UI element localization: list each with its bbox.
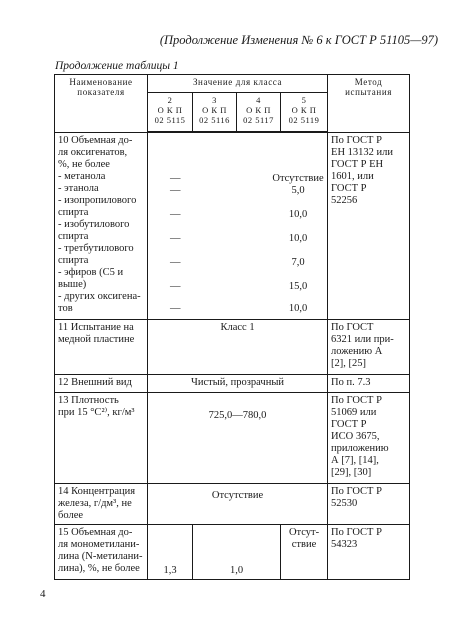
- table-row: [55, 374, 410, 392]
- dash-mark: —: [170, 185, 181, 196]
- method-line: По ГОСТ Р: [331, 134, 382, 146]
- row13-name: [55, 392, 148, 483]
- header-row: [55, 75, 410, 93]
- method-line: ГОСТ Р: [331, 182, 367, 194]
- class-okp: О К П: [291, 105, 317, 115]
- amendment-header: (Продолжение Изменения № 6 к ГОСТ Р 51105—97): [159, 33, 438, 47]
- row13-value: 725,0—780,0: [148, 392, 328, 483]
- row12-method: По п. 7.3: [328, 374, 410, 392]
- row14-method: [328, 483, 410, 524]
- class-okp: О К П: [157, 105, 183, 115]
- class-4: [237, 93, 281, 133]
- name-line: спирта: [58, 254, 89, 266]
- dash-mark: —: [170, 173, 181, 184]
- class-okp: О К П: [202, 105, 227, 115]
- row10-name: [55, 132, 148, 319]
- row15-name: [55, 524, 148, 579]
- method-line: 51069 или: [331, 406, 377, 418]
- class-3: [193, 93, 237, 133]
- row14-value: Отсутствие: [148, 483, 328, 524]
- method-line: По ГОСТ Р: [331, 394, 382, 406]
- method-line: 52530: [331, 497, 358, 509]
- name-line: 14 Концентрация: [58, 485, 136, 497]
- table-row: [55, 483, 410, 524]
- method-line: [29], [30]: [331, 466, 372, 478]
- row15-method: [328, 524, 410, 579]
- method-line: 6321 или при-: [331, 333, 394, 345]
- header-value-group: Значение для класса: [148, 75, 328, 93]
- method-line: ГОСТ Р: [331, 418, 367, 430]
- page-number: 4: [40, 588, 46, 600]
- value-ethanol: 5,0: [291, 185, 305, 196]
- class-2: [148, 93, 193, 133]
- method-line: А [7], [14],: [331, 454, 379, 466]
- method-line: По ГОСТ Р: [331, 485, 382, 497]
- class-number: 2: [167, 95, 173, 105]
- name-line: выше): [58, 278, 87, 290]
- value-other-oxygenates: 10,0: [288, 303, 308, 314]
- name-line: - третбутилового: [58, 242, 134, 254]
- name-line: медной пластине: [58, 333, 135, 345]
- name-line: 11 Испытание на: [58, 321, 134, 333]
- name-line: 10 Объемная до-: [58, 134, 133, 146]
- row15-value-class5: Отсут- ствие: [281, 524, 328, 579]
- name-line: лина), %, не более: [58, 562, 140, 574]
- class-5: [281, 93, 328, 133]
- class-code: 02 5115: [154, 115, 186, 125]
- table-row: [55, 392, 410, 483]
- dash-mark: —: [170, 209, 181, 220]
- name-line: ля оксигенатов,: [58, 146, 128, 158]
- table-caption: Продолжение таблицы 1: [55, 60, 179, 72]
- method-line: приложению: [331, 442, 389, 454]
- value-methanol: Отсутствие: [272, 173, 324, 184]
- name-line: спирта: [58, 230, 89, 242]
- class-code: 02 5119: [288, 115, 320, 125]
- row13-method: [328, 392, 410, 483]
- dash-mark: —: [170, 281, 181, 292]
- row11-method: [328, 319, 410, 374]
- class-number: 4: [256, 95, 261, 105]
- name-line: 13 Плотность: [58, 394, 119, 406]
- method-line: 52256: [331, 194, 358, 206]
- row14-name: [55, 483, 148, 524]
- name-line: железа, г/дм³, не: [58, 497, 132, 509]
- method-line: ложению А: [331, 345, 383, 357]
- name-line: спирта: [58, 206, 89, 218]
- row11-name: [55, 319, 148, 374]
- value-tert-butanol: 7,0: [291, 257, 305, 268]
- name-line: - эфиров (С5 и: [58, 266, 124, 278]
- row12-name: 12 Внешний вид: [55, 374, 148, 392]
- dash-mark: —: [170, 257, 181, 268]
- dash-mark: —: [170, 303, 181, 314]
- name-line: более: [58, 509, 84, 521]
- method-line: ИСО 3675,: [331, 430, 380, 442]
- name-line: - изобутилового: [58, 218, 130, 230]
- name-line: - этанола: [58, 182, 99, 194]
- method-line: [2], [25]: [331, 357, 367, 369]
- class-okp: О К П: [246, 105, 271, 115]
- spec-table: [54, 74, 410, 580]
- value-isobutanol: 10,0: [288, 233, 308, 244]
- name-line: - метанола: [58, 170, 106, 182]
- value-ethers: 15,0: [288, 281, 308, 292]
- method-line: ЕН 13132 или: [331, 146, 394, 158]
- name-line: - других оксигена-: [58, 290, 141, 302]
- header-name: Наименование показателя: [55, 75, 148, 133]
- name-line: лина (N-метилани-: [58, 550, 143, 562]
- class-code: 02 5116: [199, 115, 230, 125]
- class-number: 5: [301, 95, 307, 105]
- value-isopropanol: 10,0: [288, 209, 308, 220]
- row15-value-class2: 1,3: [148, 524, 193, 579]
- name-line: ля монометилани-: [58, 538, 140, 550]
- class-number: 3: [212, 95, 217, 105]
- header-method: Метод испытания: [328, 75, 410, 133]
- method-line: ГОСТ Р ЕН: [331, 158, 384, 170]
- row11-value: Класс 1: [148, 319, 328, 374]
- method-line: 54323: [331, 538, 358, 550]
- row10-values: [148, 132, 328, 319]
- dash-mark: —: [170, 233, 181, 244]
- table-row: [55, 319, 410, 374]
- method-line: 1601, или: [331, 170, 374, 182]
- class-code: 02 5117: [243, 115, 274, 125]
- method-line: По ГОСТ Р: [331, 526, 382, 538]
- table-row: [55, 132, 410, 319]
- name-line: %, не более: [58, 158, 110, 170]
- name-line: тов: [58, 302, 73, 314]
- table-row: [55, 524, 410, 579]
- row15-value-class34: 1,0: [193, 524, 281, 579]
- name-line: при 15 °С²⁾, кг/м³: [58, 406, 135, 418]
- name-line: 15 Объемная до-: [58, 526, 133, 538]
- name-line: - изопропилового: [58, 194, 137, 206]
- row12-value: Чистый, прозрачный: [148, 374, 328, 392]
- method-line: По ГОСТ: [331, 321, 374, 333]
